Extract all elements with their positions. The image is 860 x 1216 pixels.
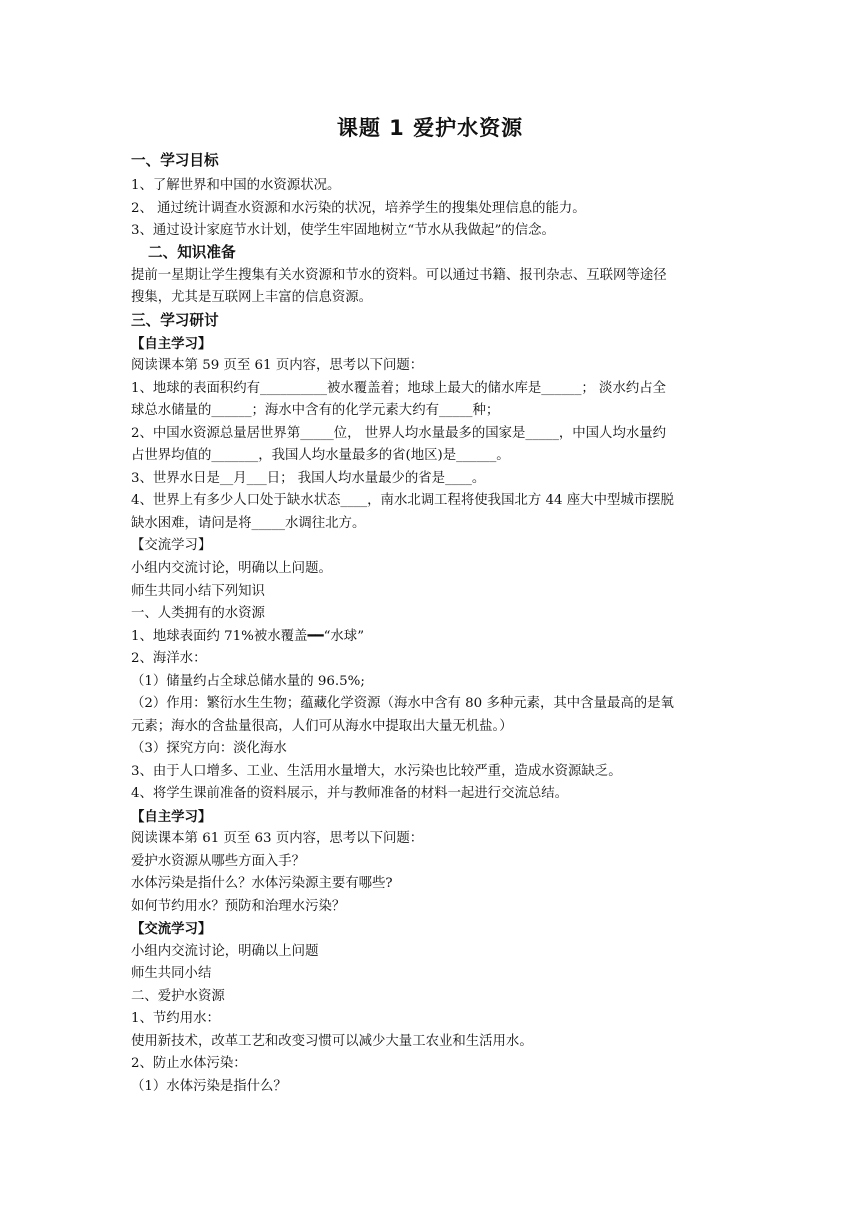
text-line: 师生共同小结下列知识 — [131, 584, 265, 599]
text-line: 一、人类拥有的水资源 — [131, 606, 265, 621]
text-line: 使用新技术，改革工艺和改变习惯可以减少大量工农业和生活用水。 — [131, 1034, 533, 1049]
text-line: 缺水困难，请问是将_____水调往北方。 — [131, 516, 366, 531]
text-line: 爱护水资源从哪些方面入手？ — [131, 854, 306, 869]
text-line: 小组内交流讨论，明确以上问题。 — [131, 561, 332, 576]
text-line: 元素；海水的含盐量很高，人们可从海水中提取出大量无机盐。） — [131, 719, 513, 734]
section-heading: 一、学习目标 — [131, 152, 219, 169]
text-line: 2、海洋水： — [131, 651, 207, 666]
text-line: 2、 通过统计调查水资源和水污染的状况，培养学生的搜集处理信息的能力。 — [131, 201, 586, 216]
text-line: 4、将学生课前准备的资料展示，并与教师准备的材料一起进行交流总结。 — [131, 786, 569, 801]
text-line: 1、节约用水： — [131, 1011, 220, 1026]
text-line: 1、了解世界和中国的水资源状况。 — [131, 178, 341, 193]
text-line: （3）探究方向：淡化海水 — [131, 741, 287, 756]
subsection-label: 【交流学习】 — [131, 921, 212, 937]
text-line: 师生共同小结 — [131, 966, 212, 981]
page-title: 课题 1 爱护水资源 — [336, 116, 524, 140]
text-line: 搜集，尤其是互联网上丰富的信息资源。 — [131, 290, 373, 305]
text-line: 1、地球表面约 71%被水覆盖━━“水球” — [131, 629, 365, 644]
text-line: 球总水储量的______；海水中含有的化学元素大约有_____种； — [131, 403, 500, 418]
text-line: 提前一星期让学生搜集有关水资源和节水的资料。可以通过书籍、报刊杂志、互联网等途径 — [131, 268, 667, 283]
text-line: 阅读课本第 61 页至 63 页内容，思考以下问题： — [131, 831, 424, 846]
text-line: （2）作用：繁衍水生生物；蕴藏化学资源（海水中含有 80 多种元素，其中含量最高的是氧 — [131, 696, 674, 711]
text-line: 如何节约用水？预防和治理水污染？ — [131, 899, 346, 914]
subsection-label: 【自主学习】 — [131, 809, 212, 825]
text-line: 小组内交流讨论，明确以上问题 — [131, 944, 319, 959]
text-line: 水体污染是指什么？水体污染源主要有哪些? — [131, 876, 393, 891]
text-line: （1）水体污染是指什么？ — [131, 1079, 287, 1094]
text-line: 1、地球的表面积约有__________被水覆盖着；地球上最大的储水库是______； 淡水约占全 — [131, 381, 667, 396]
subsection-label: 【自主学习】 — [131, 336, 212, 352]
text-line: 占世界均值的_______，我国人均水量最多的省(地区)是______。 — [131, 448, 510, 463]
text-line: 3、世界水日是__月___日； 我国人均水量最少的省是____。 — [131, 471, 486, 486]
section-heading: 三、学习研讨 — [131, 312, 219, 329]
text-line: 2、防止水体污染： — [131, 1056, 247, 1071]
text-line: 阅读课本第 59 页至 61 页内容，思考以下问题： — [131, 358, 424, 373]
section-heading: 二、知识准备 — [148, 244, 236, 261]
text-line: 3、由于人口增多、工业、生活用水量增大，水污染也比较严重，造成水资源缺乏。 — [131, 764, 622, 779]
text-line: （1）储量约占全球总储水量的 96.5%; — [131, 674, 365, 689]
text-line: 4、世界上有多少人口处于缺水状态____，南水北调工程将使我国北方 44 座大中型城市摆脱 — [131, 493, 674, 508]
text-line: 3、通过设计家庭节水计划，使学生牢固地树立“节水从我做起”的信念。 — [131, 223, 555, 238]
subsection-label: 【交流学习】 — [131, 538, 212, 553]
text-line: 2、中国水资源总量居世界第_____位， 世界人均水量最多的国家是_____，中国人均水量约 — [131, 426, 667, 441]
text-line: 二、爱护水资源 — [131, 989, 225, 1004]
